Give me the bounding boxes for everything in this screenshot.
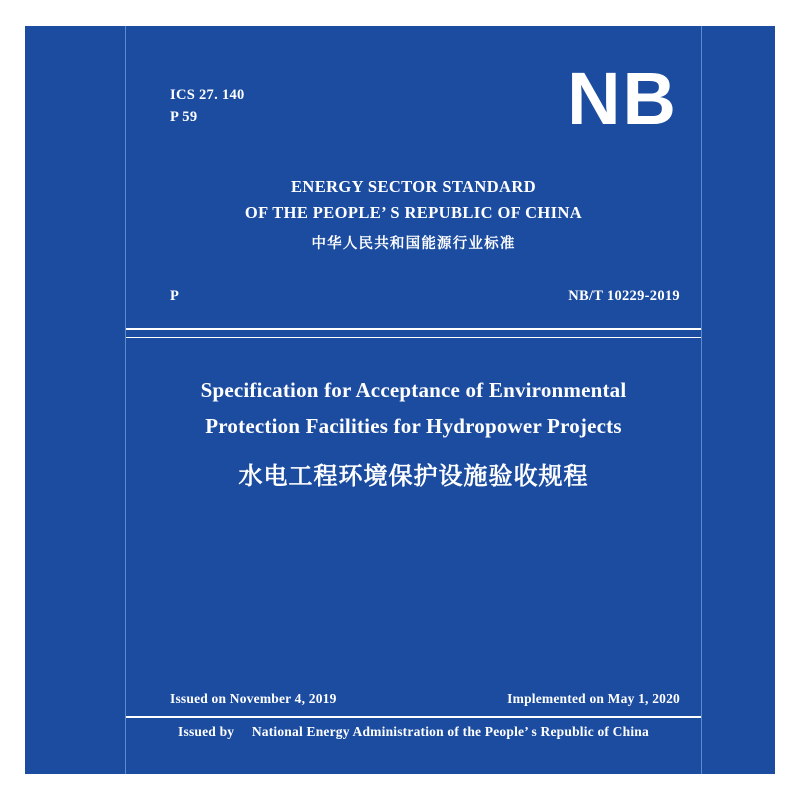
standard-cover bbox=[25, 26, 775, 774]
cover-right-divider bbox=[701, 26, 702, 774]
title-english-line1: Specification for Acceptance of Environmental bbox=[200, 378, 627, 402]
divider-bottom bbox=[126, 716, 701, 718]
org-name-chinese: 中华人民共和国能源行业标准 bbox=[311, 236, 516, 252]
standard-identification-row bbox=[170, 288, 680, 305]
standard-number: NB/T 10229-2019 bbox=[568, 288, 680, 304]
issued-by-label: Issued by bbox=[178, 724, 235, 739]
issuer-row bbox=[126, 724, 701, 740]
org-name-english-line1: ENERGY SECTOR STANDARD bbox=[290, 177, 537, 196]
classification-codes bbox=[170, 84, 245, 128]
issued-by-organization: National Energy Administration of the People’ s Republic of China bbox=[251, 724, 649, 739]
classification-letter: P bbox=[170, 288, 180, 304]
divider-top bbox=[126, 328, 701, 330]
dates-row bbox=[170, 691, 680, 707]
document-title-block bbox=[126, 372, 701, 491]
nb-logo: NB bbox=[567, 57, 678, 140]
ics-code: ICS 27. 140 bbox=[170, 87, 245, 103]
p-code: P 59 bbox=[170, 109, 198, 125]
org-name-english-line2: OF THE PEOPLE’ S REPUBLIC OF CHINA bbox=[244, 203, 583, 222]
title-chinese: 水电工程环境保护设施验收规程 bbox=[238, 462, 589, 490]
title-english-line2: Protection Facilities for Hydropower Projects bbox=[205, 414, 622, 438]
implemented-on-date: Implemented on May 1, 2020 bbox=[507, 691, 680, 706]
issued-on-date: Issued on November 4, 2019 bbox=[170, 691, 337, 706]
issuing-organization-block bbox=[126, 174, 701, 253]
divider-top-secondary bbox=[126, 337, 701, 338]
